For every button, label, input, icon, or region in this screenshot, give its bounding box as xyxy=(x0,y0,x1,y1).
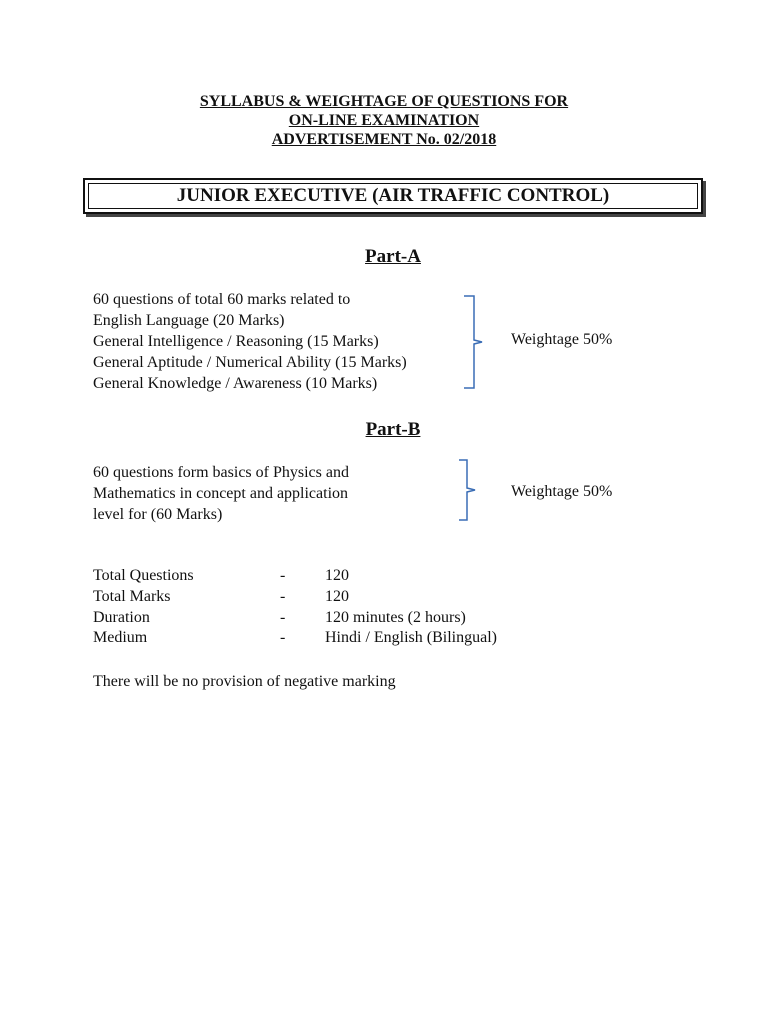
part-a-line: English Language (20 Marks) xyxy=(93,312,285,329)
summary-label: Duration xyxy=(93,609,150,626)
doc-header-line-1: SYLLABUS & WEIGHTAGE OF QUESTIONS FOR xyxy=(199,93,569,110)
summary-dash: - xyxy=(280,588,286,605)
summary-value: Hindi / English (Bilingual) xyxy=(325,629,497,646)
part-b-line: 60 questions form basics of Physics and xyxy=(93,464,349,481)
part-b-line: level for (60 Marks) xyxy=(93,506,223,523)
part-a-line: General Intelligence / Reasoning (15 Marks) xyxy=(93,333,379,350)
summary-value: 120 xyxy=(325,567,349,584)
part-a-line: 60 questions of total 60 marks related to xyxy=(93,291,351,308)
summary-value: 120 xyxy=(325,588,349,605)
part-a-line: General Aptitude / Numerical Ability (15 Marks) xyxy=(93,354,407,371)
part-b-brace-icon xyxy=(457,458,479,522)
part-b-weightage: Weightage 50% xyxy=(511,483,613,500)
summary-dash: - xyxy=(280,609,286,626)
negative-marking-note: There will be no provision of negative marking xyxy=(93,673,396,690)
post-title: JUNIOR EXECUTIVE (AIR TRAFFIC CONTROL) xyxy=(88,183,698,209)
part-b-line: Mathematics in concept and application xyxy=(93,485,349,502)
part-b-heading: Part-B xyxy=(365,419,421,440)
part-a-line: General Knowledge / Awareness (10 Marks) xyxy=(93,375,378,392)
summary-dash: - xyxy=(280,567,286,584)
part-a-brace-icon xyxy=(462,294,488,390)
post-title-box xyxy=(83,178,703,214)
doc-header-line-3: ADVERTISEMENT No. 02/2018 xyxy=(271,131,497,148)
summary-dash: - xyxy=(280,629,286,646)
summary-value: 120 minutes (2 hours) xyxy=(325,609,466,626)
part-a-weightage: Weightage 50% xyxy=(511,331,613,348)
summary-label: Medium xyxy=(93,629,148,646)
summary-label: Total Questions xyxy=(93,567,194,584)
summary-label: Total Marks xyxy=(93,588,171,605)
doc-header-line-2: ON-LINE EXAMINATION xyxy=(288,112,480,129)
part-a-heading: Part-A xyxy=(365,246,421,267)
